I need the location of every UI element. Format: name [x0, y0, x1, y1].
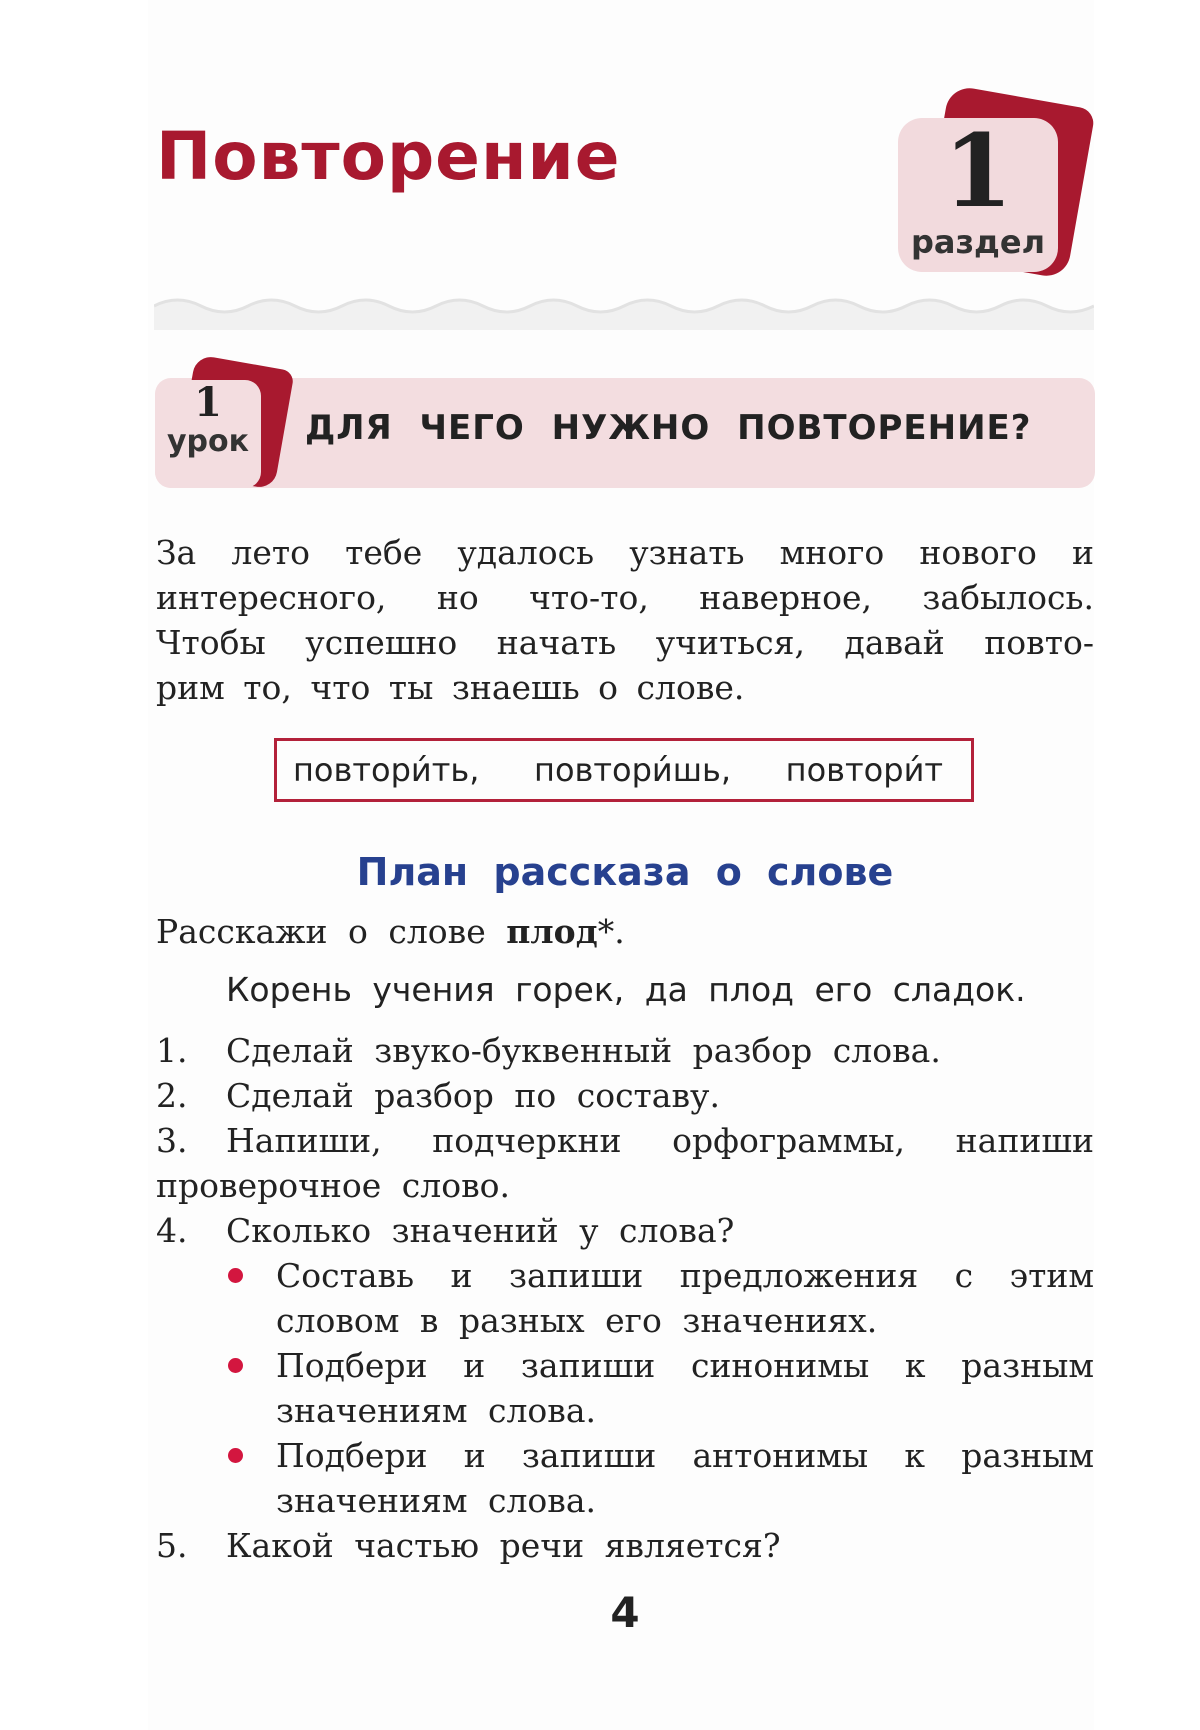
task-word: плод [506, 912, 598, 951]
bullet-item-continuation [156, 1388, 1094, 1433]
bullet-dot-icon [228, 1448, 243, 1463]
bullet-dot-icon [228, 1358, 243, 1373]
list-item [156, 1118, 1094, 1163]
step-text: проверочное слово. [156, 1166, 511, 1205]
step-number: 2. [156, 1076, 188, 1115]
step-number: 5. [156, 1526, 188, 1565]
lesson-title: ДЛЯ ЧЕГО НУЖНО ПОВТОРЕНИЕ? [305, 408, 1032, 448]
step-number: 4. [156, 1211, 188, 1250]
list-item [156, 1073, 1094, 1118]
intro-line: интересного, но что-то, наверное, забылось. [156, 578, 1094, 617]
lesson-badge [155, 362, 295, 494]
bullet-text: значениям слова. [276, 1391, 597, 1430]
intro-line: Чтобы успешно начать учиться, давай повто- [156, 623, 1094, 662]
list-item [156, 1523, 1094, 1568]
section-label: раздел [910, 223, 1046, 261]
bullet-text: Подбери и запиши синонимы к разным [276, 1346, 1094, 1385]
bullet-text: Составь и запиши предложения с этим [276, 1256, 1094, 1295]
bullet-text: Подбери и запиши антонимы к разным [276, 1436, 1094, 1475]
section-title: Повторение [156, 118, 621, 195]
step-number: 3. [156, 1121, 188, 1160]
word-forms-box [274, 738, 974, 802]
list-item [156, 1208, 1094, 1253]
step-text: Напиши, подчеркни орфограммы, напиши [226, 1121, 1094, 1160]
word-form: повтори́шь, [534, 751, 732, 789]
proverb: Корень учения горек, да плод его сладок. [226, 970, 1026, 1009]
step-text: Сколько значений у слова? [226, 1211, 735, 1250]
bullet-text: значениям слова. [276, 1481, 597, 1520]
list-item-continuation [156, 1163, 1094, 1208]
intro-paragraph [156, 530, 1094, 710]
intro-line: рим то, что ты знаешь о слове. [156, 668, 745, 707]
lesson-label: урок [166, 424, 249, 459]
bullet-text: словом в разных его значениях. [276, 1301, 878, 1340]
task-line [156, 912, 625, 951]
lesson-number: 1 [194, 379, 222, 426]
intro-line: За лето тебе удалось узнать много нового и [156, 533, 1094, 572]
step-number: 1. [156, 1031, 188, 1070]
bullet-item-continuation [156, 1478, 1094, 1523]
section-number: 1 [943, 112, 1013, 230]
bullet-item-continuation [156, 1298, 1094, 1343]
word-form: повтори́т [785, 751, 943, 789]
step-text: Сделай разбор по составу. [226, 1076, 720, 1115]
plan-heading: План рассказа о слове [356, 850, 894, 894]
wave-divider [154, 290, 1094, 330]
step-text: Какой частью речи является? [226, 1526, 781, 1565]
list-item [156, 1028, 1094, 1073]
bullet-item [156, 1253, 1094, 1298]
task-suffix: *. [597, 912, 625, 951]
section-badge [890, 90, 1100, 280]
bullet-item [156, 1433, 1094, 1478]
bullet-dot-icon [228, 1268, 243, 1283]
plan-steps-list [156, 1028, 1094, 1568]
bullet-item [156, 1343, 1094, 1388]
task-prefix: Расскажи о слове [156, 912, 486, 951]
page-number: 4 [610, 1588, 640, 1637]
word-form: повтори́ть, [293, 751, 480, 789]
step-text: Сделай звуко-буквенный разбор слова. [226, 1031, 941, 1070]
